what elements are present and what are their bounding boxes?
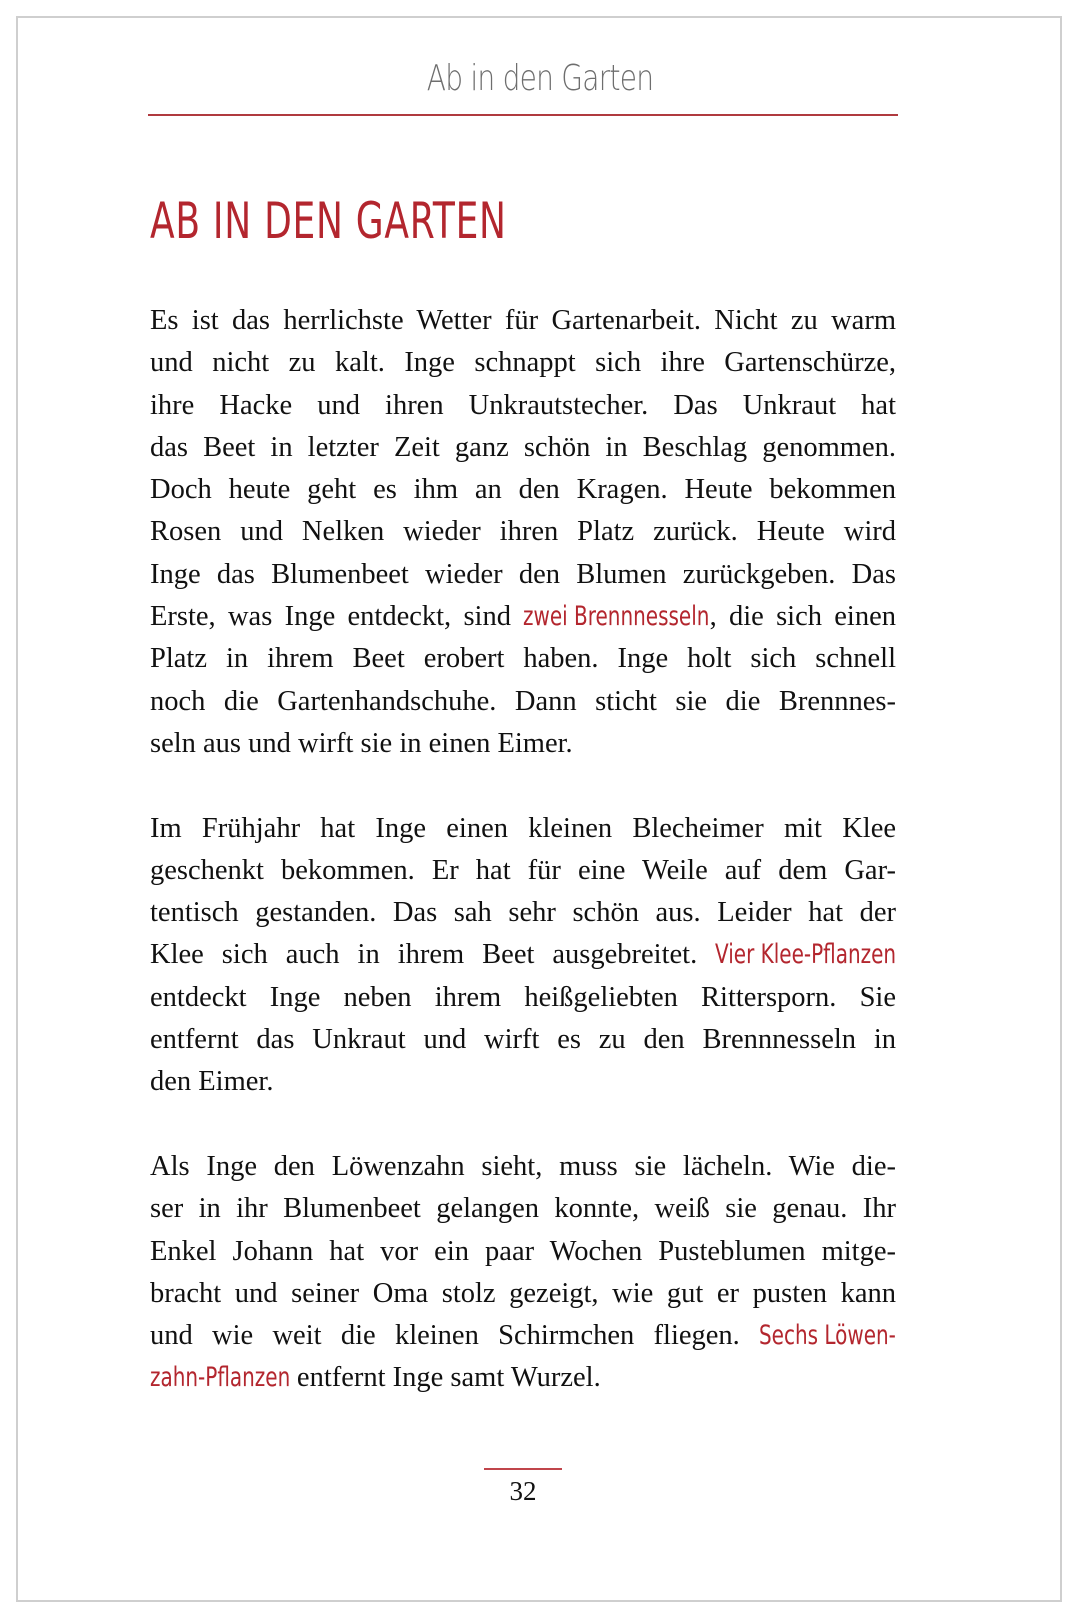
paragraph (150, 1146, 896, 1400)
folio-rule (484, 1468, 562, 1470)
text-line: Erste, was Inge entdeckt, sind zwei Brennnesseln, die sich einen (150, 596, 896, 638)
text-line: Enkel Johann hat vor ein paar Wochen Pusteblumen mitge- (150, 1235, 896, 1267)
highlighted-phrase: zwei Brennnesseln (523, 601, 710, 633)
text-line: Es ist das herrlichste Wetter für Gartenarbeit. Nicht zu warm (150, 305, 896, 336)
text-line: Doch heute geht es ihm an den Kragen. Heute bekommen (150, 474, 896, 506)
text-line: seln aus und wirft sie in einen Eimer. (150, 727, 573, 759)
text-line: den Eimer. (150, 1066, 274, 1098)
chapter-title: AB IN DEN GARTEN (150, 192, 507, 250)
text-line: Klee sich auch in ihrem Beet ausgebreitet. Vier Klee-Pflanzen (150, 934, 896, 976)
highlighted-phrase: zahn-Pflanzen (150, 1362, 291, 1394)
text-line: Platz in ihrem Beet erobert haben. Inge holt sich schnell (150, 643, 896, 675)
highlighted-phrase: Vier Klee-Pflanzen (715, 939, 897, 971)
running-head: Ab in den Garten (426, 58, 654, 99)
running-head-rule (148, 114, 898, 116)
text-line: und nicht zu kalt. Inge schnappt sich ihre Gartenschürze, (150, 347, 896, 379)
highlighted-phrase: Sechs Löwen- (759, 1320, 896, 1352)
text-line: das Beet in letzter Zeit ganz schön in Beschlag genommen. (150, 431, 896, 463)
text-line: geschenkt bekommen. Er hat für eine Weile auf dem Gar- (150, 854, 896, 886)
paragraph (150, 808, 896, 1104)
text-line: ser in ihr Blumenbeet gelangen konnte, weiß sie genau. Ihr (150, 1193, 896, 1225)
text-line: bracht und seiner Oma stolz gezeigt, wie gut er pusten kann (150, 1277, 896, 1309)
text-line: Im Frühjahr hat Inge einen kleinen Blecheimer mit Klee (150, 812, 896, 844)
text-line: Rosen und Nelken wieder ihren Platz zurück. Heute wird (150, 516, 896, 548)
text-line: noch die Gartenhandschuhe. Dann sticht sie die Brennnes- (150, 685, 896, 717)
text-line: tentisch gestanden. Das sah sehr schön aus. Leider hat der (150, 897, 896, 929)
text-line: und wie weit die kleinen Schirmchen fliegen. Sechs Löwen- (150, 1315, 896, 1357)
text-line: Inge das Blumenbeet wieder den Blumen zurückgeben. Das (150, 558, 896, 590)
page-number: 32 (509, 1476, 537, 1506)
text-line: Als Inge den Löwenzahn sieht, muss sie lächeln. Wie die- (150, 1150, 896, 1182)
body-text (150, 300, 896, 1442)
paragraph (150, 300, 896, 765)
text-line: zahn-Pflanzen entfernt Inge samt Wurzel. (150, 1357, 896, 1399)
text-line: entdeckt Inge neben ihrem heißgeliebten Rittersporn. Sie (150, 981, 896, 1013)
text-line: entfernt das Unkraut und wirft es zu den Brennnesseln in (150, 1024, 896, 1056)
text-line: ihre Hacke und ihren Unkrautstecher. Das Unkraut hat (150, 389, 896, 421)
